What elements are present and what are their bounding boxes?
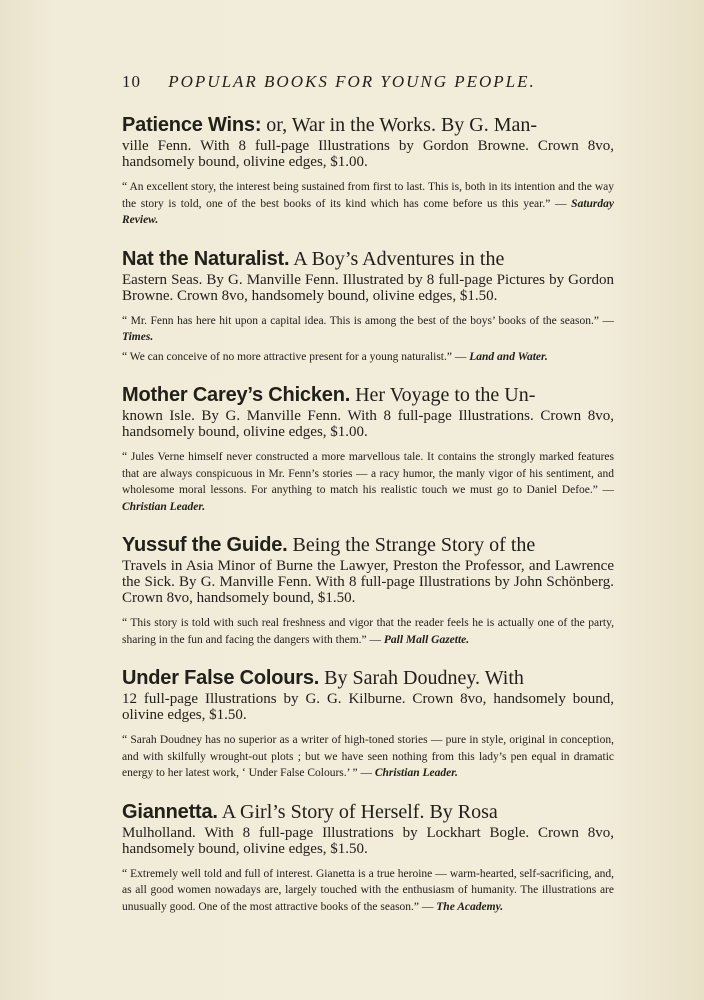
book-description: Eastern Seas. By G. Manville Fenn. Illustrated by 8 full-page Pictures by Gordon Browne. Crown 8vo, handsomely bound, olivine edges, $1.50. (122, 271, 614, 304)
entry-heading (122, 532, 614, 606)
book-entry (122, 246, 614, 366)
book-title: Giannetta. (122, 800, 218, 823)
entry-heading (122, 665, 614, 723)
running-title: POPULAR BOOKS FOR YOUNG PEOPLE. (168, 72, 536, 91)
book-description: 12 full-page Illustrations by G. G. Kilburne. Crown 8vo, handsomely bound, olivine edges, $1.50. (122, 691, 614, 723)
book-list (122, 112, 614, 932)
entry-heading (122, 112, 614, 170)
book-subtitle: Her Voyage to the Un- (350, 384, 536, 406)
book-subtitle: By Sarah Doudney. With (319, 667, 524, 689)
review-source: Land and Water. (469, 350, 548, 363)
page-header (122, 72, 612, 92)
review-source: Saturday Review. (122, 197, 614, 226)
book-entry (122, 532, 614, 648)
book-description: known Isle. By G. Manville Fenn. With 8 full-page Illustrations. Crown 8vo, handsomely bound, olivine edges, $1.00. (122, 408, 614, 440)
review-quote: “ Sarah Doudney has no superior as a writer of high-toned stories — pure in style, original in conception, and with skilfully wrought-out plots ; but we have seen nothing from this lady’s pen equal in dramatic energy to her latest work, ‘ Under False Colours.’ ” — Christian Leader. (122, 734, 614, 779)
review-quote: “ We can conceive of no more attractive present for a young naturalist.” — Land and Water. (122, 350, 548, 363)
review-quote: “ Jules Verne himself never constructed a more marvellous tale. It contains the strongly marked features that are always conspicuous in Mr. Fenn’s stories — a racy humor, the manly vigor of his sentiment, and wholesome moral lessons. For anything to match his realistic touch we must go to Daniel Defoe.” — Christian Leader. (122, 451, 614, 513)
review-source: Times. (122, 331, 154, 343)
book-title: Mother Carey’s Chicken. (122, 384, 351, 406)
review-quote: “ Extremely well told and full of interest. Gianetta is a true heroine — warm-hearted, self-sacrificing, and, as all good women nowadays are, largely touched with the enthusiasm of humanity. The illustrations are unusually good. One of the most attractive books of the season.” — The Academy. (122, 867, 614, 913)
book-description: Travels in Asia Minor of Burne the Lawyer, Preston the Professor, and Lawrence the Sick. By G. Manville Fenn. With 8 full-page Illustrations by John Schönberg. Crown 8vo, handsomely bound, $1.50. (122, 558, 614, 606)
entry-heading (122, 799, 614, 857)
book-subtitle: A Girl’s Story of Herself. By Rosa (217, 800, 498, 823)
book-subtitle: A Boy’s Adventures in the (289, 247, 505, 270)
book-title: Under False Colours. (122, 667, 320, 689)
book-title: Patience Wins: (122, 114, 262, 136)
book-entry (122, 799, 614, 916)
book-description: ville Fenn. With 8 full-page Illustrations by Gordon Browne. Crown 8vo, handsomely bound, olivine edges, $1.00. (122, 138, 614, 170)
review-source: Christian Leader. (374, 767, 458, 779)
book-description: Mulholland. With 8 full-page Illustrations by Lockhart Bogle. Crown 8vo, handsomely bound, olivine edges, $1.50. (122, 824, 614, 857)
review-quote: “ Mr. Fenn has here hit upon a capital idea. This is among the best of the boys’ books of the season.” — Times. (122, 314, 614, 343)
book-title: Nat the Naturalist. (122, 247, 290, 270)
review-source: Christian Leader. (122, 500, 206, 513)
review-quote: “ This story is told with such real freshness and vigor that the reader feels he is actually one of the party, sharing in the fun and facing the dangers with them.” — Pall Mall Gazette. (122, 617, 614, 646)
book-entry (122, 665, 614, 782)
review-source: The Academy. (436, 900, 504, 913)
book-entry (122, 382, 614, 515)
book-subtitle: or, War in the Works. By G. Man- (261, 114, 538, 136)
review-quote: “ An excellent story, the interest being sustained from first to last. This is, both in its intention and the way the story is told, one of the best books of its kind which has come before us this year.” — Saturday Review. (122, 181, 614, 226)
entry-heading (122, 246, 614, 304)
review-source: Pall Mall Gazette. (383, 633, 470, 646)
book-entry (122, 112, 614, 229)
book-subtitle: Being the Strange Story of the (287, 534, 536, 556)
book-title: Yussuf the Guide. (122, 534, 288, 556)
page-number: 10 (122, 72, 141, 91)
entry-heading (122, 382, 614, 440)
